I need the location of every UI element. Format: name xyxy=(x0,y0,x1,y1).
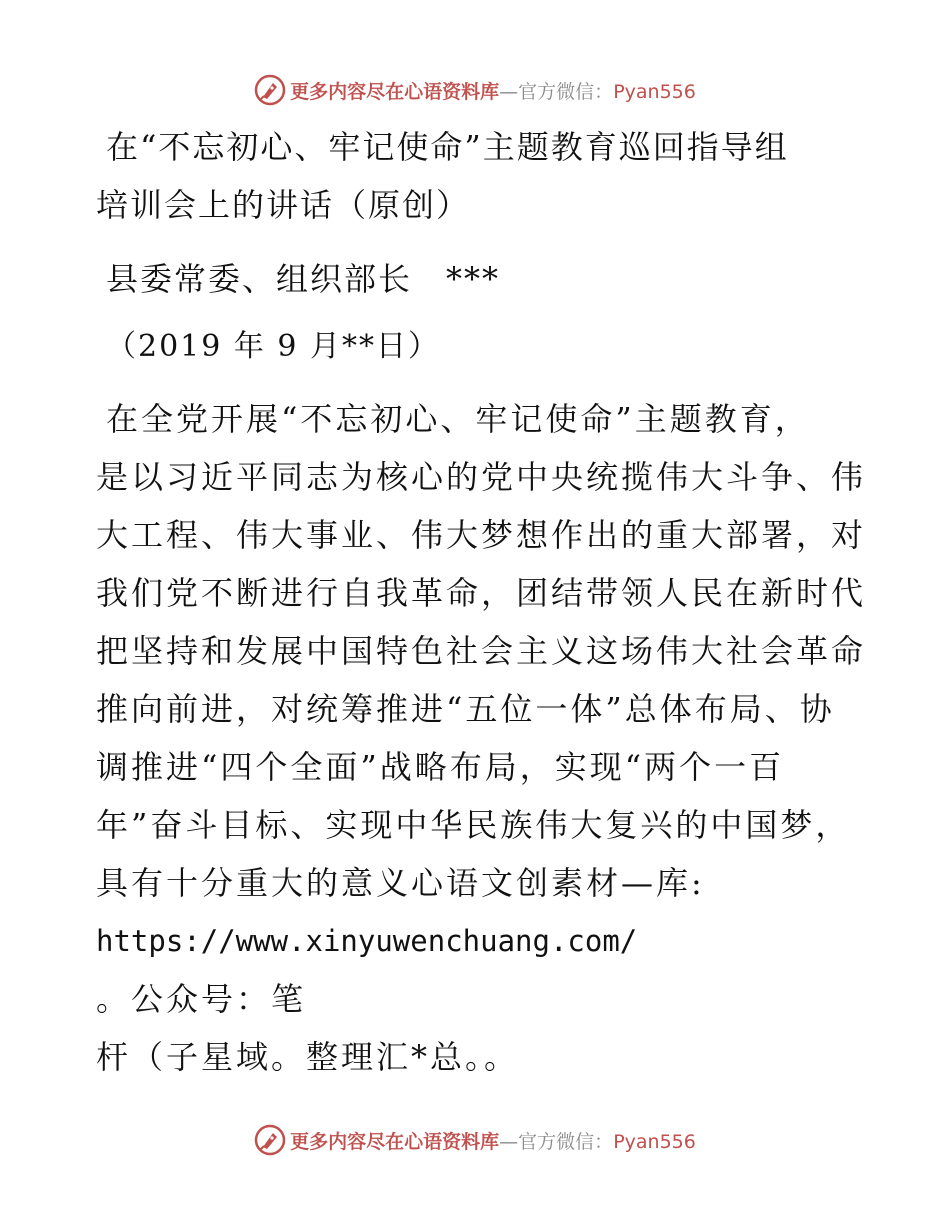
header-banner xyxy=(0,70,950,110)
banner-wechat-id: Pyan556 xyxy=(613,80,696,103)
banner-wechat-label: 官方微信： xyxy=(518,80,614,103)
document-body xyxy=(96,118,867,1086)
banner-wechat-label: 官方微信： xyxy=(518,1130,614,1153)
website-link[interactable]: https://www.xinyuwenchuang.com/ xyxy=(96,924,638,958)
url-suffix: 。公众号：笔 xyxy=(96,980,307,1018)
paragraph-line: 调推进“四个全面”战略布局，实现“两个一百 xyxy=(96,748,785,786)
banner-text xyxy=(290,1127,696,1154)
paragraph-line: 我们党不断进行自我革命，团结带领人民在新时代 xyxy=(96,574,867,612)
banner-wechat-id: Pyan556 xyxy=(613,1130,696,1153)
pen-nib-logo-icon xyxy=(254,1124,286,1156)
footer-banner xyxy=(0,1120,950,1160)
pen-nib-logo-icon xyxy=(254,74,286,106)
paragraph-line: 在全党开展“不忘初心、牢记使命”主题教育， xyxy=(106,400,810,438)
paragraph-line: 年”奋斗目标、实现中华民族伟大复兴的中国梦， xyxy=(96,806,851,844)
paragraph-line-last: 杆（子星域。整理汇*总。。 xyxy=(96,1038,520,1076)
paragraph-line: 大工程、伟大事业、伟大梦想作出的重大部署，对 xyxy=(96,516,867,554)
document-title xyxy=(96,118,856,234)
title-line-2: 培训会上的讲话（原创） xyxy=(96,186,471,224)
banner-dash: — xyxy=(499,80,519,103)
author-line xyxy=(96,250,856,308)
banner-site-name: 更多内容尽在心语资料库 xyxy=(290,1130,500,1153)
author-role: 县委常委、组织部长 xyxy=(106,260,413,298)
banner-site-name: 更多内容尽在心语资料库 xyxy=(290,80,500,103)
url-line xyxy=(96,912,856,1028)
paragraph-line: 把坚持和发展中国特色社会主义这场伟大社会革命 xyxy=(96,632,867,670)
paragraph xyxy=(96,390,867,1086)
banner-dash: — xyxy=(499,1130,519,1153)
paragraph-line: 具有十分重大的意义心语文创素材—库: xyxy=(96,864,705,902)
paragraph-line: 是以习近平同志为核心的党中央统揽伟大斗争、伟 xyxy=(96,458,867,496)
banner-text xyxy=(290,77,696,104)
document-date: （2019 年 9 月**日） xyxy=(106,329,441,364)
author-name: *** xyxy=(446,260,501,298)
title-line-1: 在“不忘初心、牢记使命”主题教育巡回指导组 xyxy=(106,128,789,166)
paragraph-line: 推向前进，对统筹推进“五位一体”总体布局、协 xyxy=(96,690,835,728)
